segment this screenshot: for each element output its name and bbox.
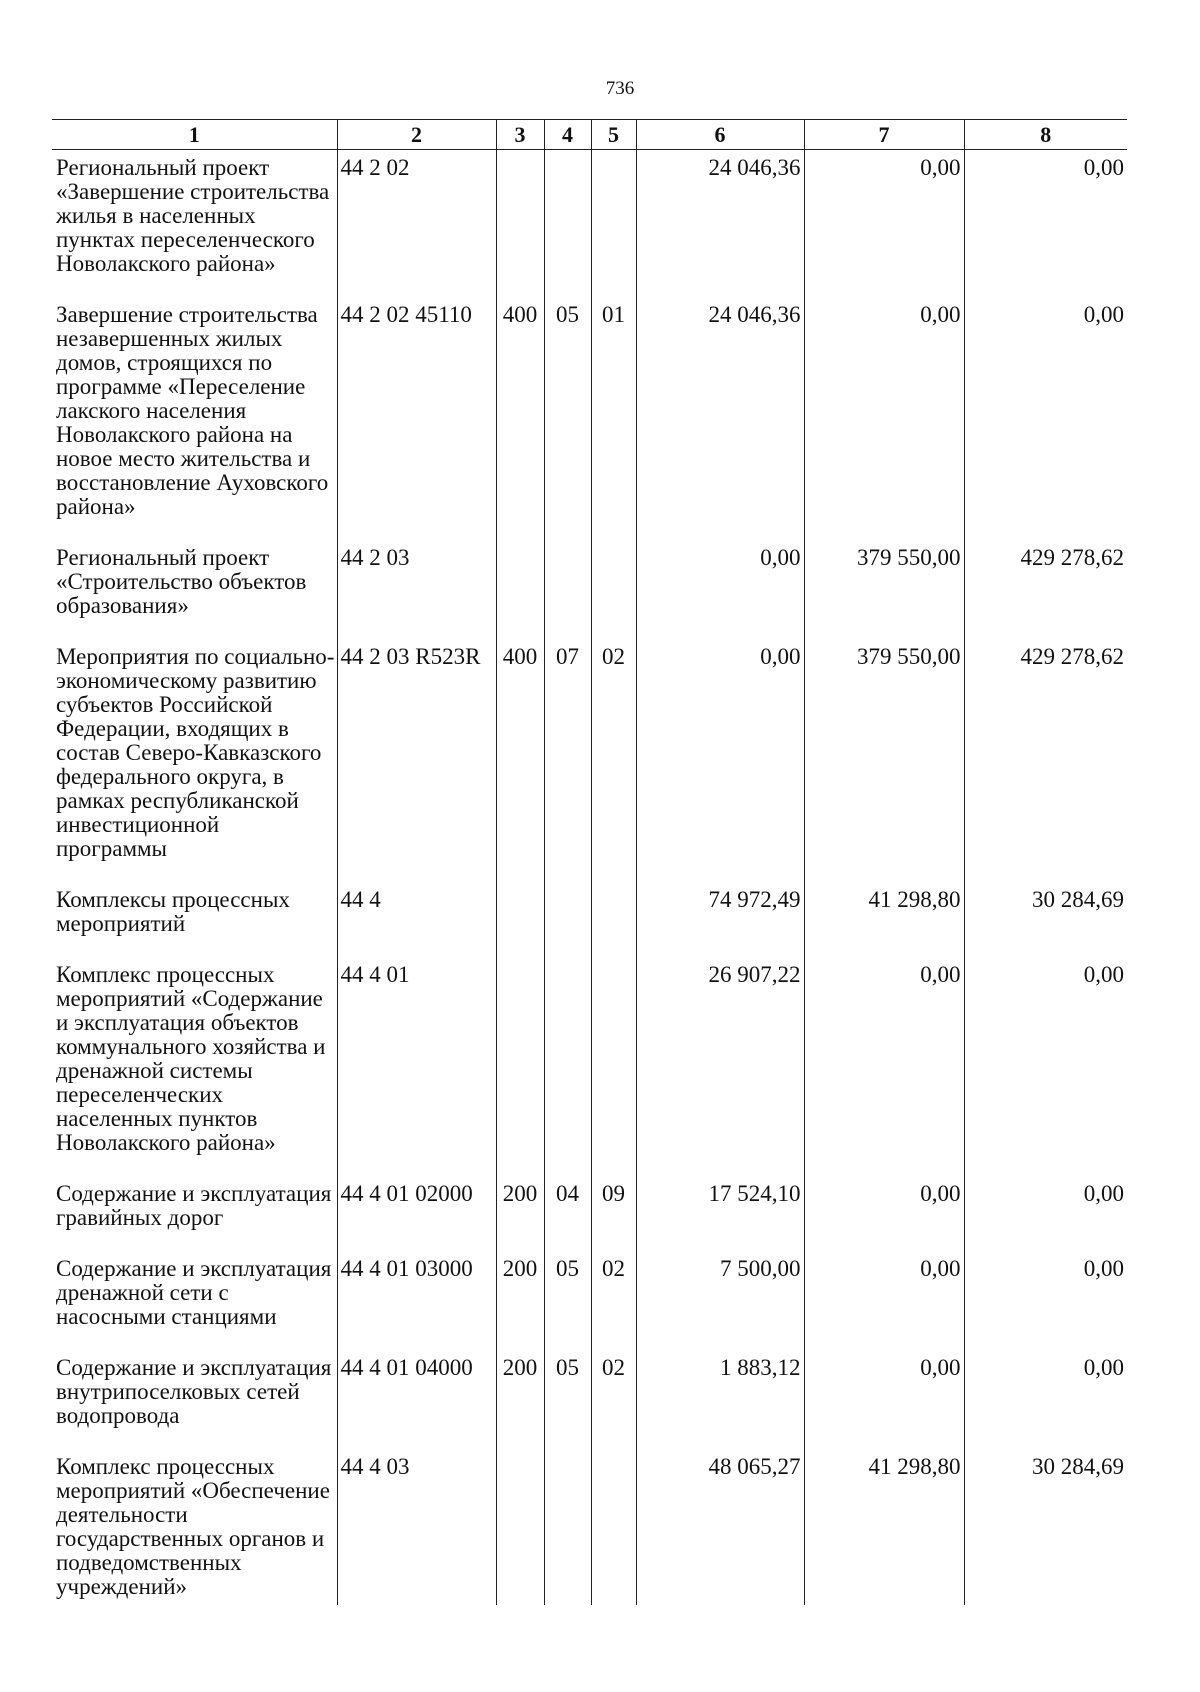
row-name: Содержание и эксплуатация внутрипоселковых сетей водопровода xyxy=(56,1355,332,1428)
row-col4: 05 xyxy=(544,1251,591,1350)
row-col3: 200 xyxy=(496,1176,544,1251)
row-code: 44 2 03 xyxy=(337,540,496,639)
row-col3 xyxy=(496,150,544,298)
row-value-6: 1 883,12 xyxy=(636,1350,804,1449)
row-col4: 05 xyxy=(544,297,591,540)
row-col5: 01 xyxy=(591,297,636,540)
row-col5 xyxy=(591,957,636,1176)
row-value-8: 0,00 xyxy=(964,957,1127,1176)
row-col4 xyxy=(544,957,591,1176)
column-header-3: 3 xyxy=(496,120,544,150)
row-value-6: 24 046,36 xyxy=(636,150,804,298)
row-value-7: 41 298,80 xyxy=(804,1449,964,1605)
row-col4 xyxy=(544,150,591,298)
row-col4 xyxy=(544,540,591,639)
row-code: 44 4 01 02000 xyxy=(337,1176,496,1251)
table-row xyxy=(52,1251,1127,1350)
column-header-1: 1 xyxy=(52,120,337,150)
row-value-8: 429 278,62 xyxy=(964,639,1127,882)
row-value-7: 0,00 xyxy=(804,1176,964,1251)
row-code: 44 4 xyxy=(337,882,496,957)
row-name: Региональный проект «Строительство объектов образования» xyxy=(56,545,307,618)
row-col5 xyxy=(591,150,636,298)
row-value-8: 0,00 xyxy=(964,150,1127,298)
row-col4: 05 xyxy=(544,1350,591,1449)
row-col4 xyxy=(544,1449,591,1605)
row-col3: 400 xyxy=(496,639,544,882)
row-col3: 200 xyxy=(496,1251,544,1350)
row-value-7: 0,00 xyxy=(804,150,964,298)
table-row xyxy=(52,882,1127,957)
row-col3 xyxy=(496,882,544,957)
row-value-7: 379 550,00 xyxy=(804,540,964,639)
row-value-8: 0,00 xyxy=(964,1176,1127,1251)
row-value-6: 0,00 xyxy=(636,540,804,639)
row-col3: 200 xyxy=(496,1350,544,1449)
row-value-7: 0,00 xyxy=(804,297,964,540)
row-code: 44 2 02 xyxy=(337,150,496,298)
row-col5: 02 xyxy=(591,1350,636,1449)
column-header-8: 8 xyxy=(964,120,1127,150)
table-row xyxy=(52,297,1127,540)
row-value-6: 74 972,49 xyxy=(636,882,804,957)
row-value-8: 30 284,69 xyxy=(964,1449,1127,1605)
row-value-8: 429 278,62 xyxy=(964,540,1127,639)
row-code: 44 4 01 04000 xyxy=(337,1350,496,1449)
row-col3 xyxy=(496,540,544,639)
row-name: Мероприятия по социально-экономическому развитию субъектов Российской Федерации, входящих в состав Северо-Кавказского федерального округа, в рамках республиканской инвестиционной программы xyxy=(56,644,335,861)
row-name: Комплексы процессных мероприятий xyxy=(56,887,290,936)
row-name: Содержание и эксплуатация дренажной сети с насосными станциями xyxy=(56,1256,332,1329)
row-col3: 400 xyxy=(496,297,544,540)
row-col5: 02 xyxy=(591,1251,636,1350)
row-value-8: 0,00 xyxy=(964,297,1127,540)
column-header-4: 4 xyxy=(544,120,591,150)
row-value-7: 0,00 xyxy=(804,957,964,1176)
table-row xyxy=(52,150,1127,298)
table-row xyxy=(52,1449,1127,1605)
row-value-8: 0,00 xyxy=(964,1251,1127,1350)
header-row xyxy=(52,120,1127,150)
table-row xyxy=(52,639,1127,882)
row-value-7: 0,00 xyxy=(804,1350,964,1449)
table-row xyxy=(52,1350,1127,1449)
row-col4: 07 xyxy=(544,639,591,882)
page-number: 736 xyxy=(605,78,635,99)
table-row xyxy=(52,540,1127,639)
row-value-6: 7 500,00 xyxy=(636,1251,804,1350)
row-value-8: 0,00 xyxy=(964,1350,1127,1449)
row-col5: 02 xyxy=(591,639,636,882)
table-row xyxy=(52,1176,1127,1251)
row-name: Региональный проект «Завершение строительства жилья в населенных пунктах переселенческого Новолакского района» xyxy=(56,155,330,276)
column-header-7: 7 xyxy=(804,120,964,150)
budget-table xyxy=(52,119,1127,1605)
row-code: 44 4 01 xyxy=(337,957,496,1176)
row-name: Комплекс процессных мероприятий «Содержание и эксплуатация объектов коммунального хозяйства и дренажной системы переселенческих населенных пунктов Новолакского района» xyxy=(56,962,326,1155)
row-col3 xyxy=(496,1449,544,1605)
row-value-6: 0,00 xyxy=(636,639,804,882)
row-value-6: 24 046,36 xyxy=(636,297,804,540)
table-row xyxy=(52,957,1127,1176)
column-header-5: 5 xyxy=(591,120,636,150)
row-name: Содержание и эксплуатация гравийных дорог xyxy=(56,1181,332,1230)
row-code: 44 4 01 03000 xyxy=(337,1251,496,1350)
row-value-7: 0,00 xyxy=(804,1251,964,1350)
row-code: 44 2 03 R523R xyxy=(337,639,496,882)
row-name: Завершение строительства незавершенных жилых домов, строящихся по программе «Переселение лакского населения Новолакского района на новое место жительства и восстановление Ауховского района» xyxy=(56,302,329,519)
row-col5: 09 xyxy=(591,1176,636,1251)
column-header-6: 6 xyxy=(636,120,804,150)
row-col5 xyxy=(591,540,636,639)
row-col3 xyxy=(496,957,544,1176)
row-code: 44 2 02 45110 xyxy=(337,297,496,540)
row-value-7: 379 550,00 xyxy=(804,639,964,882)
row-value-6: 17 524,10 xyxy=(636,1176,804,1251)
row-code: 44 4 03 xyxy=(337,1449,496,1605)
row-value-8: 30 284,69 xyxy=(964,882,1127,957)
row-col5 xyxy=(591,1449,636,1605)
row-value-6: 26 907,22 xyxy=(636,957,804,1176)
row-value-6: 48 065,27 xyxy=(636,1449,804,1605)
row-col4 xyxy=(544,882,591,957)
row-value-7: 41 298,80 xyxy=(804,882,964,957)
row-name: Комплекс процессных мероприятий «Обеспечение деятельности государственных органов и подведомственных учреждений» xyxy=(56,1454,330,1599)
column-header-2: 2 xyxy=(337,120,496,150)
row-col4: 04 xyxy=(544,1176,591,1251)
row-col5 xyxy=(591,882,636,957)
